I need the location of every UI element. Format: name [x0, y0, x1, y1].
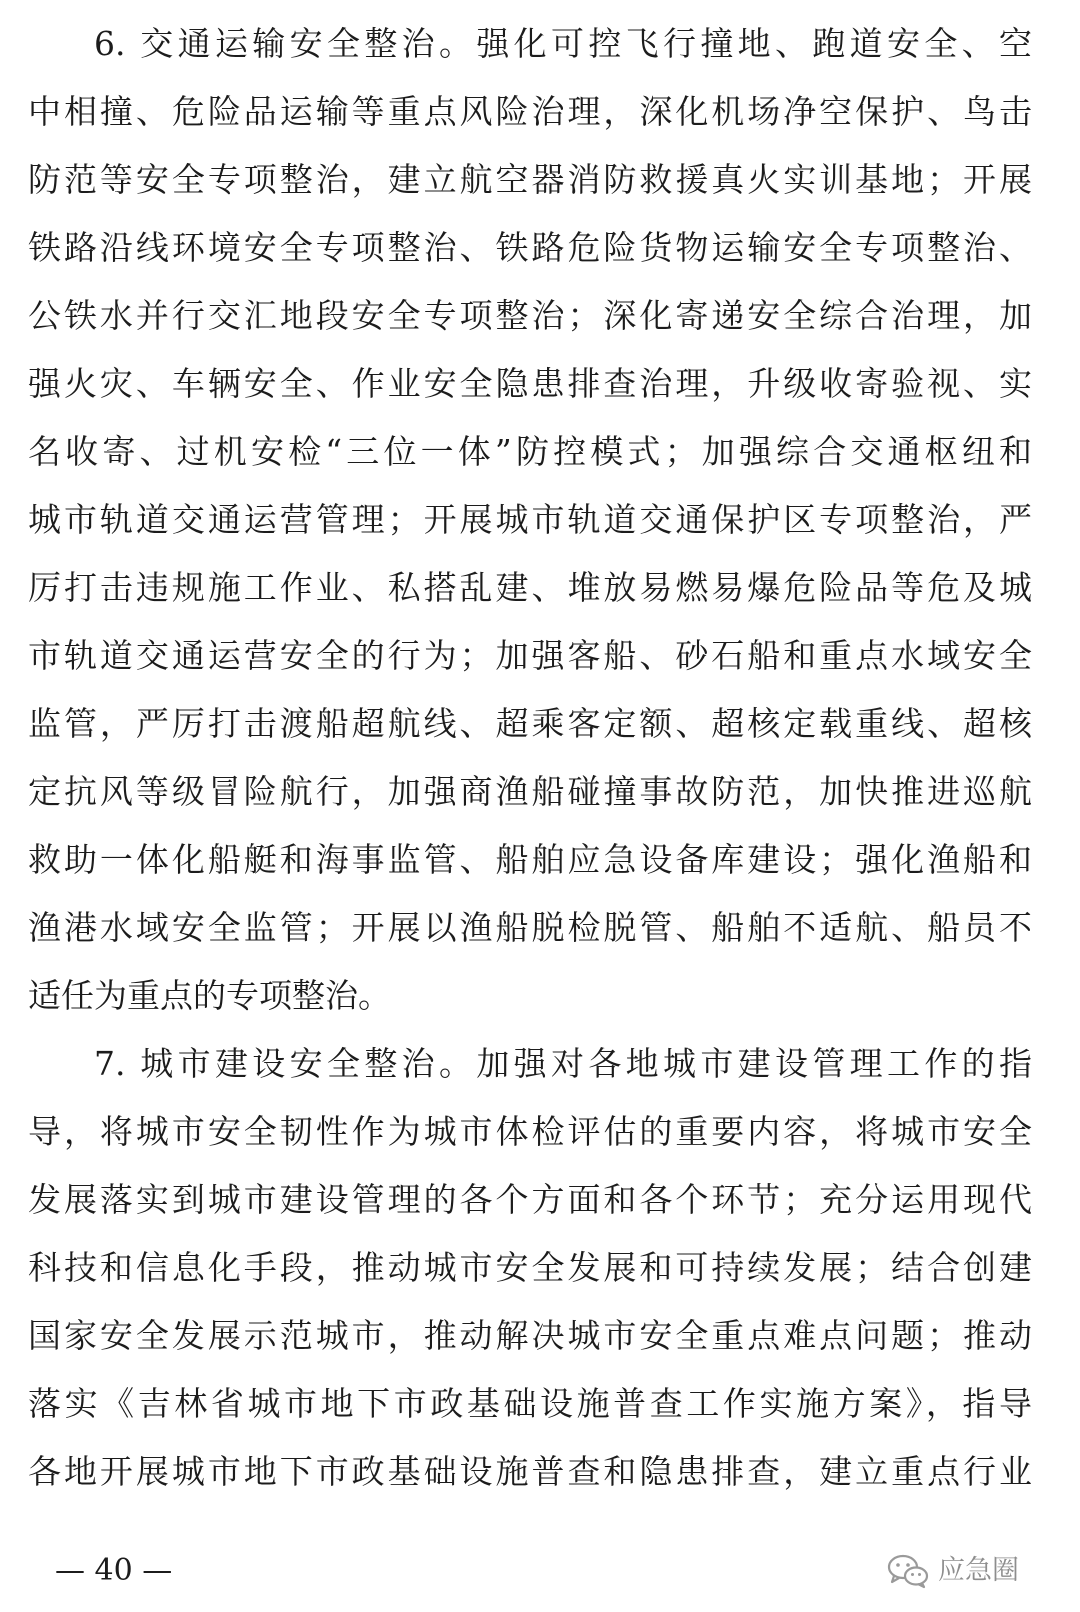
paragraph-6-line-11: 监管，严厉打击渡船超航线、超乘客定额、超核定载重线、超核 [28, 704, 1032, 743]
page-number: — 40 — [55, 1553, 173, 1588]
paragraph-7-line-5: 国家安全发展示范城市，推动解决城市安全重点难点问题；推动 [28, 1316, 1032, 1355]
paragraph-7-line-7: 各地开展城市地下市政基础设施普查和隐患排查，建立重点行业 [28, 1452, 1032, 1491]
page-footer [0, 1546, 1080, 1596]
paragraph-7-line-1: 7. 城市建设安全整治。加强对各地城市建设管理工作的指 [94, 1044, 1032, 1083]
paragraph-6-line-15: 适任为重点的专项整治。 [28, 976, 391, 1015]
paragraph-6-line-1: 6. 交通运输安全整治。强化可控飞行撞地、跑道安全、空 [94, 24, 1032, 63]
paragraph-7-line-2: 导，将城市安全韧性作为城市体检评估的重要内容，将城市安全 [28, 1112, 1032, 1151]
paragraph-6-line-14: 渔港水域安全监管；开展以渔船脱检脱管、船舶不适航、船员不 [28, 908, 1032, 947]
watermark [886, 1550, 1019, 1592]
paragraph-6-line-3: 防范等安全专项整治，建立航空器消防救援真火实训基地；开展 [28, 160, 1032, 199]
paragraph-6-line-5: 公铁水并行交汇地段安全专项整治；深化寄递安全综合治理，加 [28, 296, 1032, 335]
paragraph-6-line-6: 强火灾、车辆安全、作业安全隐患排查治理，升级收寄验视、实 [28, 364, 1032, 403]
paragraph-6-line-12: 定抗风等级冒险航行，加强商渔船碰撞事故防范，加快推进巡航 [28, 772, 1032, 811]
paragraph-7-line-4: 科技和信息化手段，推动城市安全发展和可持续发展；结合创建 [28, 1248, 1032, 1287]
paragraph-6-line-4: 铁路沿线环境安全专项整治、铁路危险货物运输安全专项整治、 [28, 228, 1032, 267]
paragraph-6-line-2: 中相撞、危险品运输等重点风险治理，深化机场净空保护、鸟击 [28, 92, 1032, 131]
paragraph-6-line-10: 市轨道交通运营安全的行为；加强客船、砂石船和重点水域安全 [28, 636, 1032, 675]
paragraph-6-line-8: 城市轨道交通运营管理；开展城市轨道交通保护区专项整治，严 [28, 500, 1032, 539]
wechat-icon [886, 1553, 930, 1589]
watermark-text: 应急圈 [938, 1555, 1019, 1586]
paragraph-7-line-6: 落实《吉林省城市地下市政基础设施普查工作实施方案》，指导 [28, 1384, 1032, 1423]
paragraph-7-line-3: 发展落实到城市建设管理的各个方面和各个环节；充分运用现代 [28, 1180, 1032, 1219]
paragraph-6-line-9: 厉打击违规施工作业、私搭乱建、堆放易燃易爆危险品等危及城 [28, 568, 1032, 607]
paragraph-6-line-7: 名收寄、过机安检“三位一体”防控模式；加强综合交通枢纽和 [28, 432, 1032, 471]
paragraph-6-line-13: 救助一体化船艇和海事监管、船舶应急设备库建设；强化渔船和 [28, 840, 1032, 879]
